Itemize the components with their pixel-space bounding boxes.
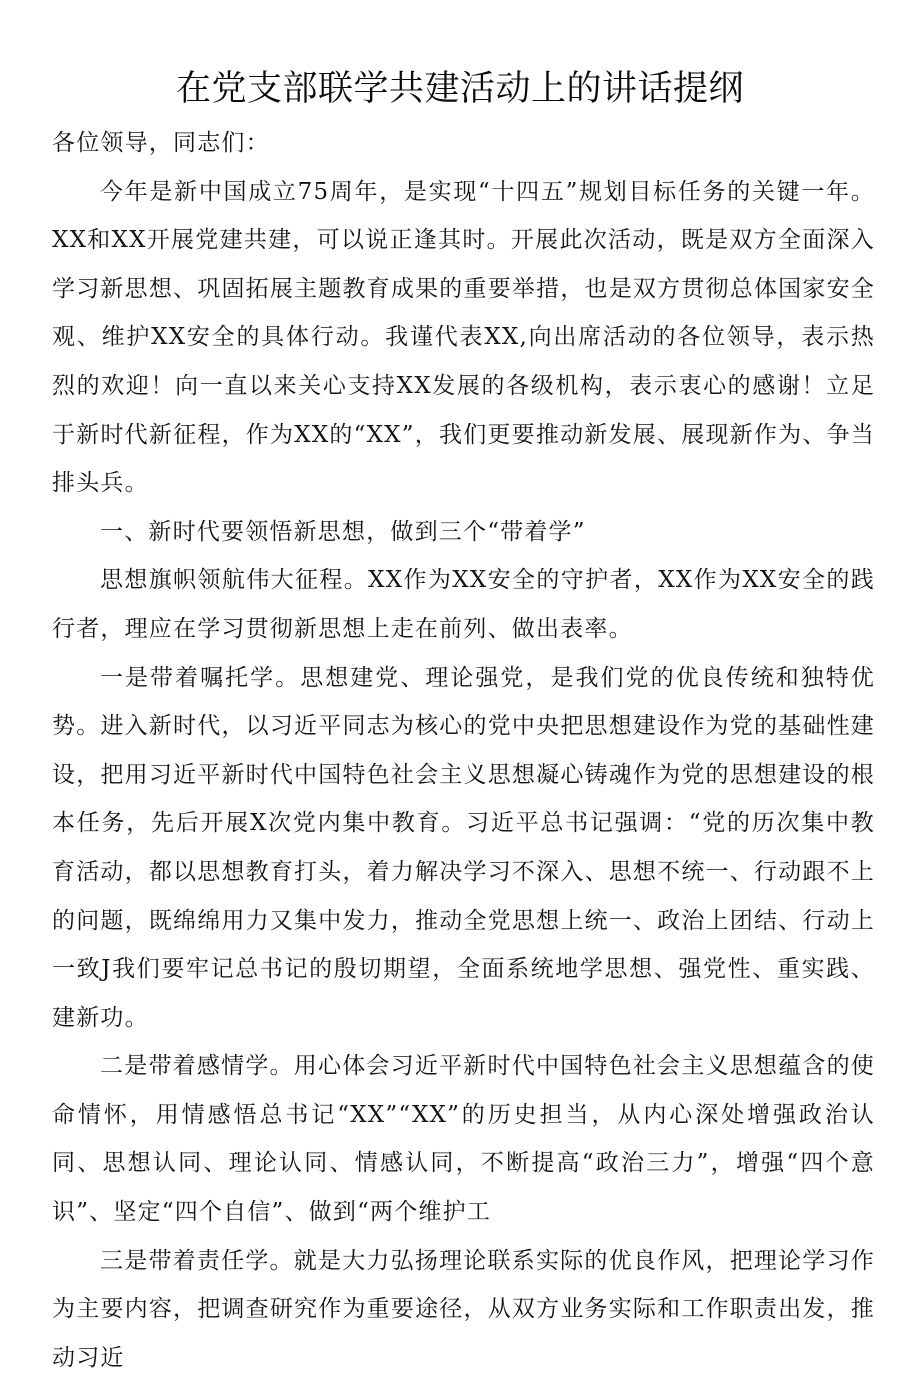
paragraph-point-1: 一是带着嘱托学。思想建党、理论强党，是我们党的优良传统和独特优势。进入新时代，以习近平同志为核心的党中央把思想建设作为党的基础性建设，把用习近平新时代中国特色社会主义思想凝心铸魂作为党的思想建设的根本任务，先后开展X次党内集中教育。习近平总书记强调：“党的历次集中教育活动，都以思想教育打头，着力解决学习不深入、思想不统一、行动跟不上的问题，既绵绵用力又集中发力，推动全党思想上统一、政治上团结、行动上一致J我们要牢记总书记的殷切期望，全面系统地学思想、强党性、重实践、建新功。 bbox=[52, 664, 875, 1031]
section-heading-1: 一、新时代要领悟新思想，做到三个“带着学” bbox=[100, 518, 586, 545]
salutation: 各位领导，同志们： bbox=[52, 130, 270, 156]
paragraph-point-2: 二是带着感情学。用心体会习近平新时代中国特色社会主义思想蕴含的使命情怀，用情感悟总书记“XX”“XX”的历史担当，从内心深处增强政治认同、思想认同、理论认同、情感认同，不断提高“政治三力”，增强“四个意识”、坚定“四个自信”、做到“两个维护工 bbox=[52, 1053, 875, 1226]
document-title: 在党支部联学共建活动上的讲话提纲 bbox=[175, 69, 744, 109]
paragraph-intro: 思想旗帜领航伟大征程。XX作为XX安全的守护者，XX作为XX安全的践行者，理应在学习贯彻新思想上走在前列、做出表率。 bbox=[52, 567, 875, 642]
paragraph-point-3: 三是带着责任学。就是大力弘扬理论联系实际的优良作风，把理论学习作为主要内容，把调查研究作为重要途径，从双方业务实际和工作职责出发，推动习近 bbox=[52, 1247, 875, 1371]
document-body bbox=[52, 119, 875, 1382]
paragraph-opening: 今年是新中国成立75周年，是实现“十四五”规划目标任务的关键一年。XX和XX开展党建共建，可以说正逢其时。开展此次活动，既是双方全面深入学习新思想、巩固拓展主题教育成果的重要举措，也是双方贯彻总体国家安全观、维护XX安全的具体行动。我谨代表XX,向出席活动的各位领导，表示热烈的欢迎！向一直以来关心支持XX发展的各级机构，表示衷心的感谢！立足于新时代新征程，作为XX的“XX”，我们更要推动新发展、展现新作为、争当排头兵。 bbox=[52, 178, 875, 497]
